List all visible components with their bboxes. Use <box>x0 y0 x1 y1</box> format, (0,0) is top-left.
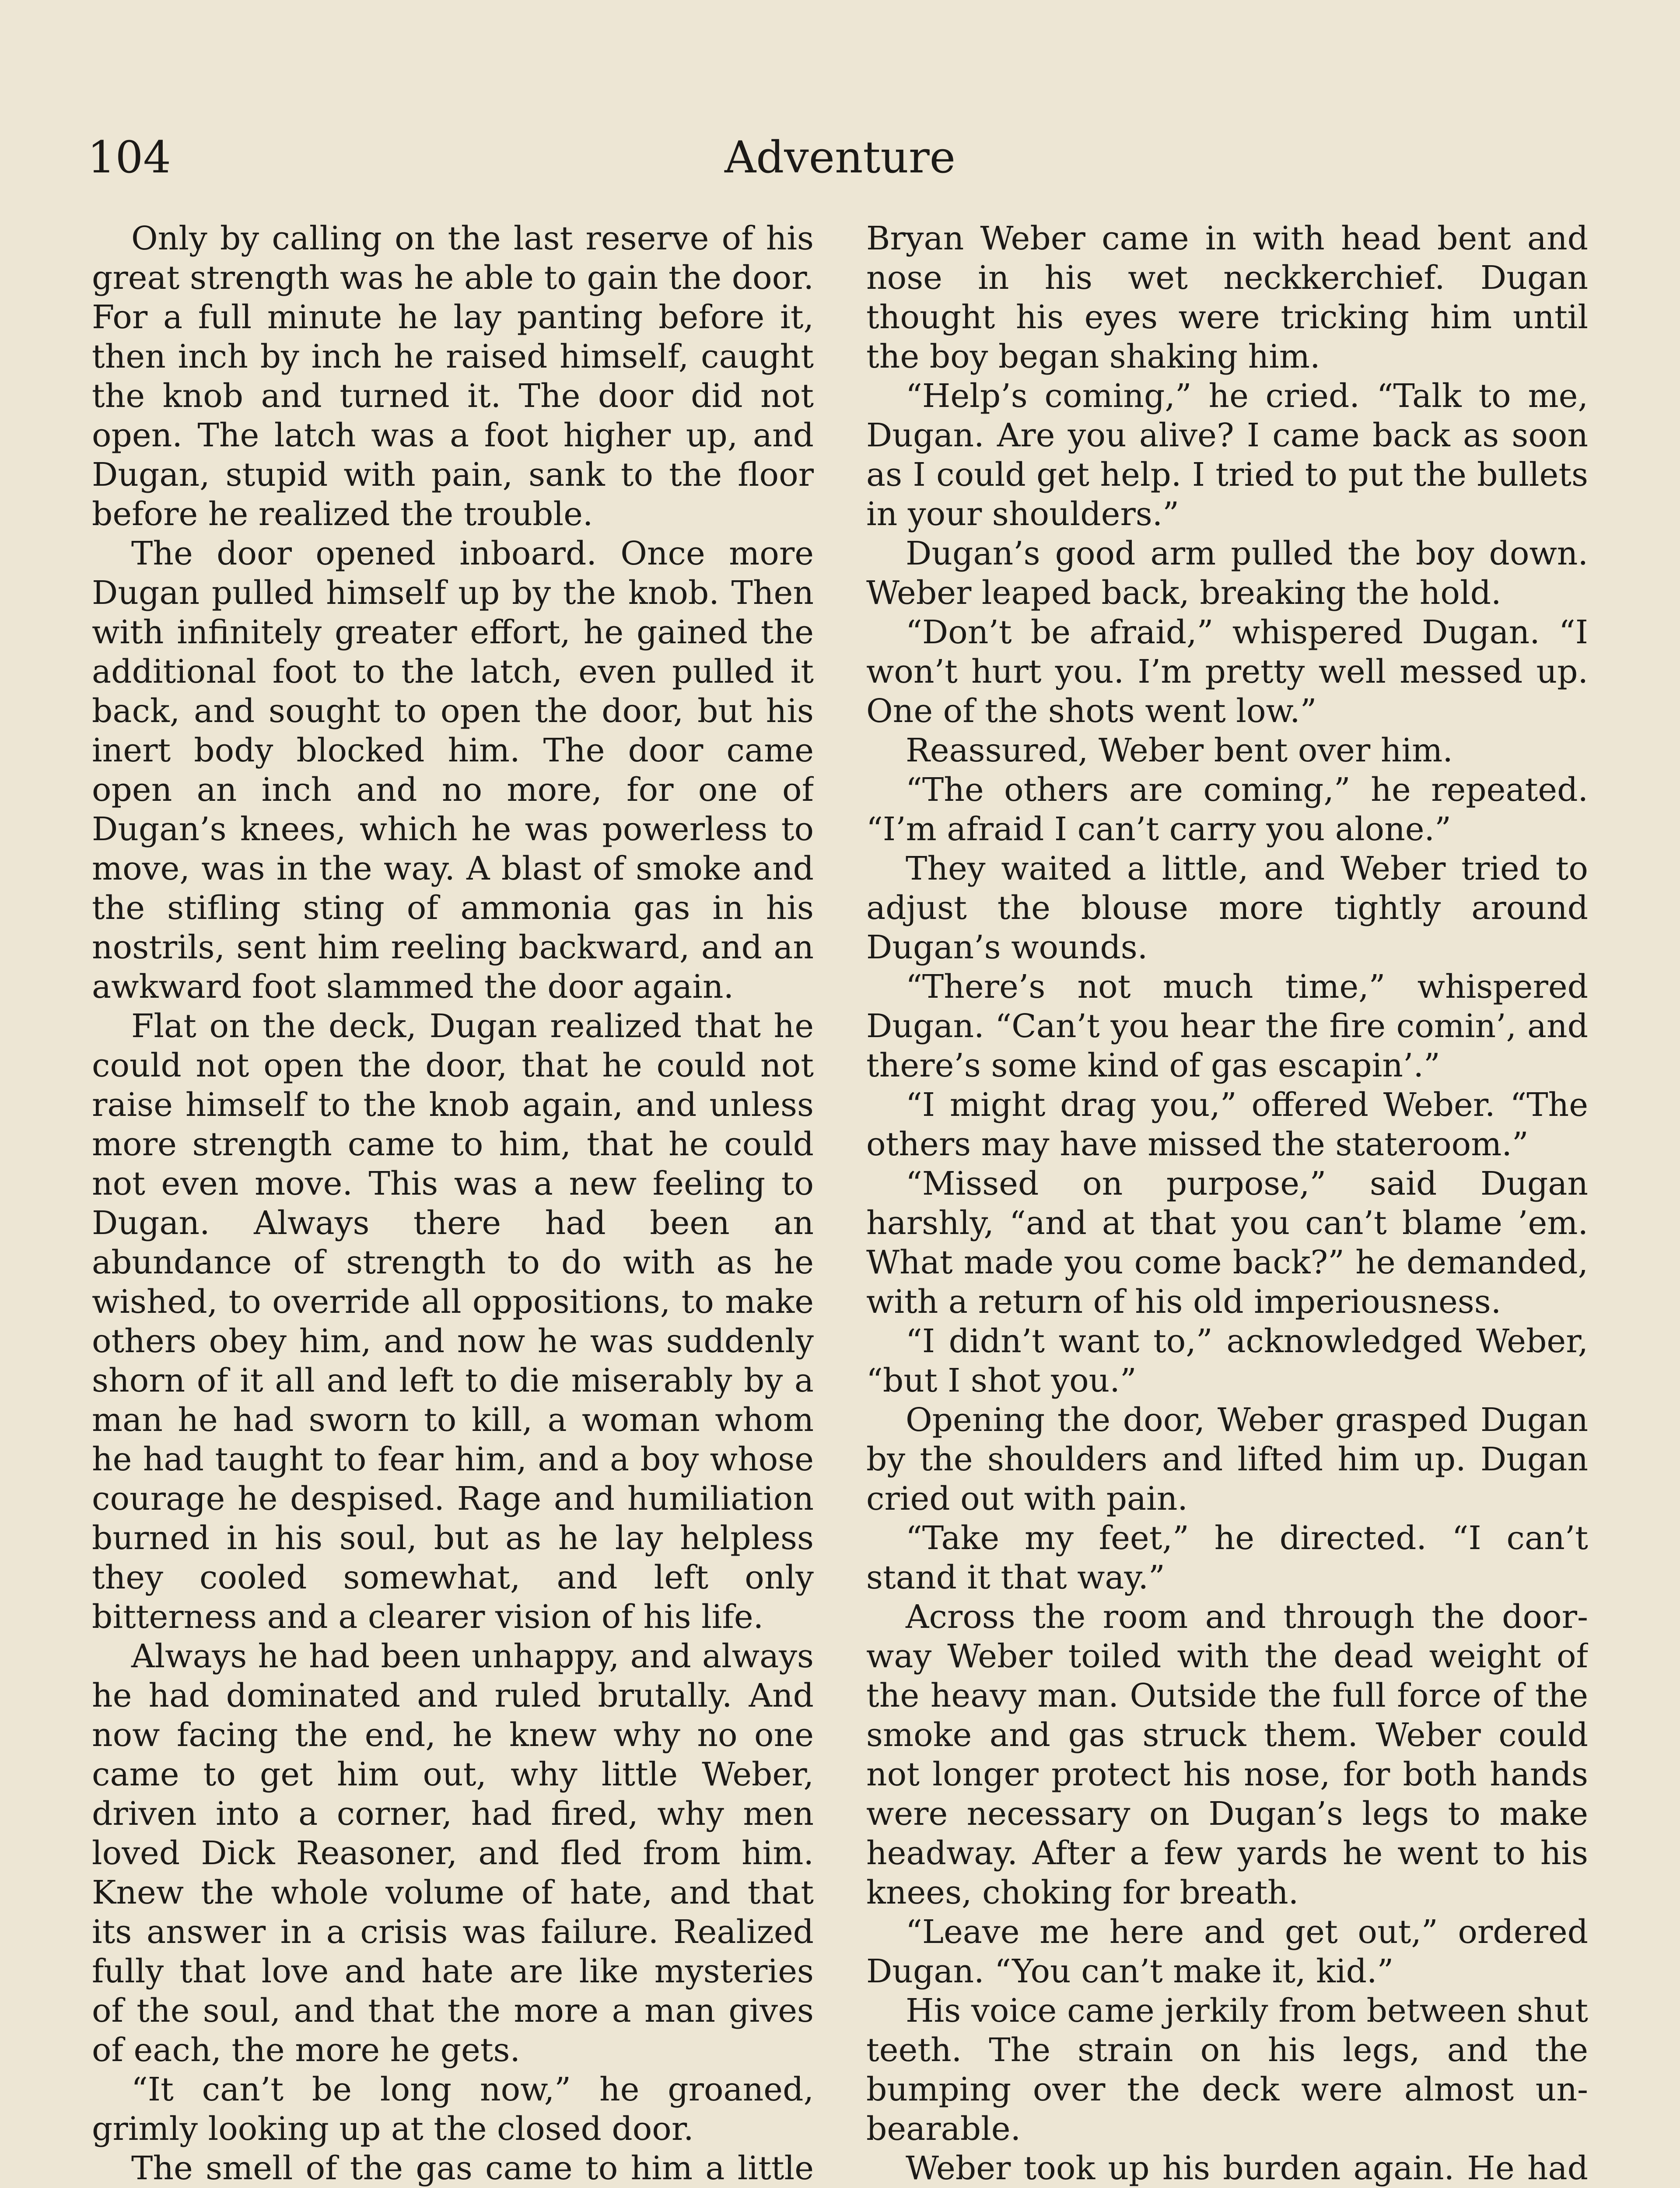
text-columns <box>92 219 1588 2188</box>
paragraph: “There’s not much time,” whispered Dugan. “Can’t you hear the fire comin’, and there’s some kind of gas escapin’.” <box>866 968 1588 1084</box>
page-header <box>88 131 1592 193</box>
paragraph: “Don’t be afraid,” whispered Dugan. “I won’t hurt you. I’m pretty well messed up. One of the shots went low.” <box>866 614 1588 730</box>
paragraph: Only by calling on the last reserve of his great strength was he able to gain the door. For a full minute he lay panting before it, then inch by inch he raised himself, caught the knob and turned it. The door did not open. The latch was a foot higher up, and Dugan, stupid with pain, sank to the floor before he realized the trouble. <box>92 220 814 533</box>
paragraph: “I might drag you,” offered Weber. “The others may have missed the stateroom.” <box>866 1086 1588 1163</box>
page-number: 104 <box>88 132 171 183</box>
paragraph: “Leave me here and get out,” ordered Dugan. “You can’t make it, kid.” <box>866 1913 1588 1990</box>
paragraph: They waited a little, and Weber tried to adjust the blouse more tightly around Dugan’s wounds. <box>866 850 1588 966</box>
paragraph: Across the room and through the doorway Weber toiled with the dead weight of the heavy man. Outside the full force of the smoke and gas struck them. Weber could not longer protect his nose, for both hands were necessary on Dugan’s legs to make headway. After a few yards he went to his knees, choking for breath. <box>866 1598 1588 1911</box>
right-column <box>866 219 1588 2188</box>
paragraph: The smell of the gas came to him a little <box>131 2149 814 2187</box>
paragraph: “I didn’t want to,” acknowledged Weber, “but I shot you.” <box>866 1322 1588 1399</box>
paragraph: “Take my feet,” he directed. “I can’t stand it that way.” <box>866 1519 1588 1596</box>
paragraph: Weber took up his burden again. He had <box>906 2149 1588 2187</box>
paragraph: “Help’s coming,” he cried. “Talk to me, Dugan. Are you alive? I came back as soon as I could get help. I tried to put the bullets in your shoulders.” <box>866 377 1588 533</box>
paragraph: His voice came jerkily from between shut teeth. The strain on his legs, and the bumping over the deck were almost unbearable. <box>866 1992 1588 2148</box>
paragraph: “It can’t be long now,” he groaned, grimly looking up at the closed door. <box>92 2071 814 2148</box>
running-title: Adventure <box>724 132 956 183</box>
paragraph: Flat on the deck, Dugan realized that he could not open the door, that he could not raise himself to the knob again, and unless more strength came to him, that he could not even move. This was a new feeling to Dugan. Always there had been an abundance of strength to do with as he wished, to override all oppositions, to make others obey him, and now he was suddenly shorn of it all and left to die miserably by a man he had sworn to kill, a woman whom he had taught to fear him, and a boy whose courage he despised. Rage and humiliation burned in his soul, but as he lay helpless they cooled somewhat, and left only bitterness and a clearer vision of his life. <box>92 1007 814 1636</box>
left-column <box>92 219 814 2188</box>
paragraph-continued: Bryan Weber came in with head bent and nose in his wet neckkerchief. Dugan thought his eyes were tricking him until the boy began shaking him. <box>866 220 1588 375</box>
paragraph: Always he had been unhappy, and always he had dominated and ruled brutally. And now facing the end, he knew why no one came to get him out, why little Weber, driven into a corner, had fired, why men loved Dick Reasoner, and fled from him. Knew the whole volume of hate, and that its answer in a crisis was failure. Realized fully that love and hate are like mysteries of the soul, and that the more a man gives of each, the more he gets. <box>92 1637 814 2069</box>
paragraph: “Missed on purpose,” said Dugan harshly, “and at that you can’t blame ’em. What made you come back?” he demanded, with a return of his old imperiousness. <box>866 1165 1588 1321</box>
paragraph: Dugan’s good arm pulled the boy down. Weber leaped back, breaking the hold. <box>866 535 1588 612</box>
paragraph: “The others are coming,” he repeated. “I’m afraid I can’t carry you alone.” <box>866 771 1588 848</box>
paragraph: The door opened inboard. Once more Dugan pulled himself up by the knob. Then with infinitely greater effort, he gained the additional foot to the latch, even pulled it back, and sought to open the door, but his inert body blocked him. The door came open an inch and no more, for one of Dugan’s knees, which he was powerless to move, was in the way. A blast of smoke and the stifling sting of ammonia gas in his nostrils, sent him reeling backward, and an awkward foot slammed the door again. <box>92 535 814 1006</box>
paragraph: Reassured, Weber bent over him. <box>906 732 1453 769</box>
paragraph: Opening the door, Weber grasped Dugan by the shoulders and lifted him up. Dugan cried out with pain. <box>866 1401 1588 1518</box>
